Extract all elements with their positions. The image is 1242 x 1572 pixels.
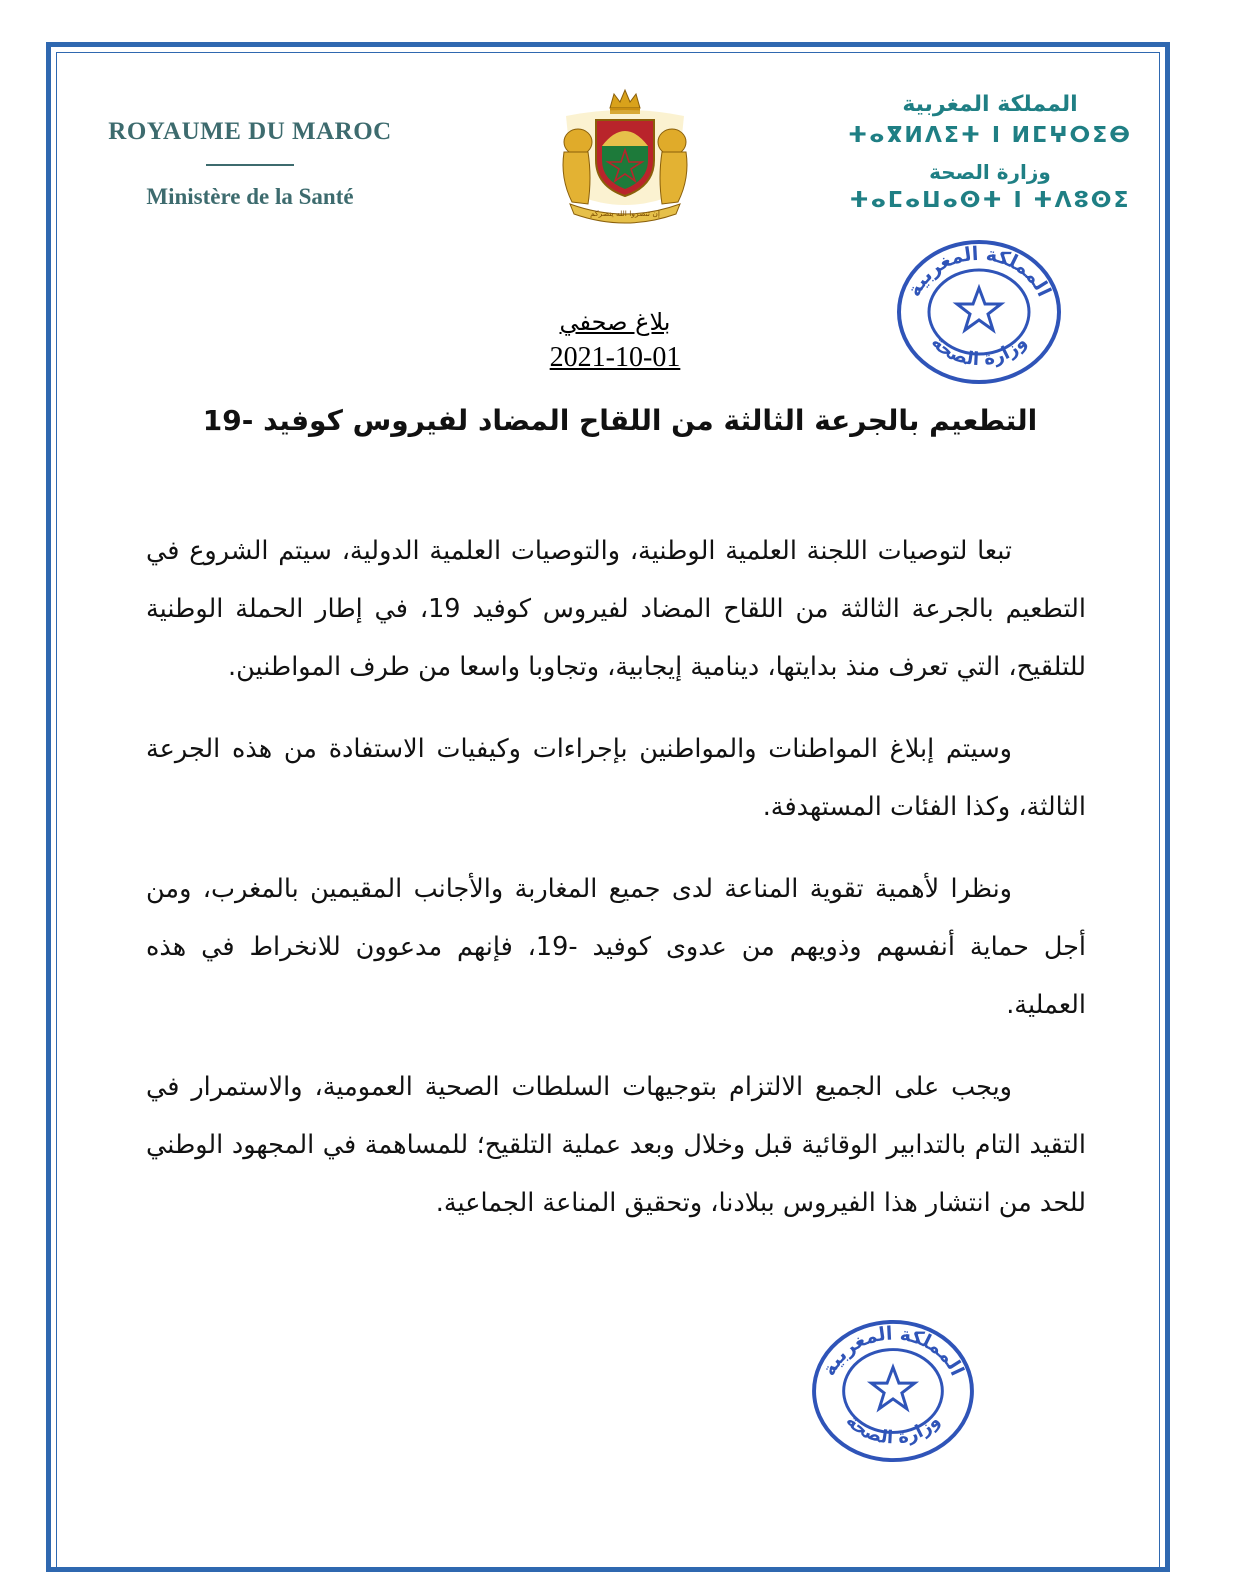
document-body — [146, 522, 1086, 1256]
coat-of-arms-emblem — [552, 86, 698, 226]
ministry-name-tifinagh: ⵜⴰⵎⴰⵡⴰⵙⵜ ⵏ ⵜⴷⵓⵙⵉ — [849, 188, 1131, 213]
stamp-inner-text: وزارة الصحة — [841, 1411, 945, 1449]
kingdom-name-tifinagh: ⵜⴰⴳⵍⴷⵉⵜ ⵏ ⵍⵎⵖⵔⵉⴱ — [847, 123, 1132, 148]
stamp-outer-text: المملكة المغربية — [903, 242, 1056, 301]
document-title: التطعيم بالجرعة الثالثة من اللقاح المضاد لفيروس كوفيد -19 — [202, 404, 1038, 437]
ministry-stamp-bottom — [808, 1316, 978, 1466]
ministry-name-ar: وزارة الصحة — [929, 160, 1051, 184]
stamp-outer-text: المملكة المغربية — [818, 1323, 968, 1380]
document-date: 2021-10-01 — [549, 342, 681, 373]
kingdom-name-ar: المملكة المغربية — [902, 92, 1078, 117]
arabic-letterhead — [840, 92, 1140, 213]
svg-text:وزارة الصحة — [927, 332, 1031, 370]
ministry-stamp-top — [893, 236, 1065, 388]
kingdom-name-fr: ROYAUME DU MAROC — [108, 118, 392, 145]
paragraph: ونظرا لأهمية تقوية المناعة لدى جميع المغاربة والأجانب المقيمين بالمغرب، ومن أجل حماية أنفسهم وذويهم من عدوى كوفيد -19، فإنهم مدعوون للانخراط في هذه العملية. — [146, 874, 1086, 1020]
emblem-motto: إن تنصروا الله ينصركم — [590, 209, 660, 218]
paragraph: وسيتم إبلاغ المواطنات والمواطنين بإجراءات وكيفيات الاستفادة من هذه الجرعة الثالثة، وكذا الفئات المستهدفة. — [146, 734, 1086, 822]
paragraph: تبعا لتوصيات اللجنة العلمية الوطنية، والتوصيات العلمية الدولية، سيتم الشروع في التطعيم بالجرعة الثالثة من اللقاح المضاد لفيروس كوفيد 19، في إطار الحملة الوطنية للتلقيح، التي تعرف منذ بدايتها، دينامية إيجابية، وتجاوبا واسعا من طرف المواطنين. — [146, 536, 1087, 682]
press-release-heading — [490, 308, 740, 374]
paragraph: ويجب على الجميع الالتزام بتوجيهات السلطات الصحية العمومية، والاستمرار في التقيد التام بالتدابير الوقائية قبل وخلال وبعد عملية التلقيح؛ للمساهمة في المجهود الوطني للحد من انتشار هذا الفيروس ببلادنا، وتحقيق المناعة الجماعية. — [146, 1072, 1086, 1218]
svg-text:وزارة الصحة — [842, 1411, 945, 1448]
stamp-inner-text: وزارة الصحة — [926, 331, 1032, 371]
document-kind: بلاغ صحفي — [559, 308, 671, 336]
letterhead-divider — [206, 164, 294, 166]
ministry-name-fr: Ministère de la Santé — [146, 184, 354, 209]
french-letterhead — [80, 118, 420, 210]
